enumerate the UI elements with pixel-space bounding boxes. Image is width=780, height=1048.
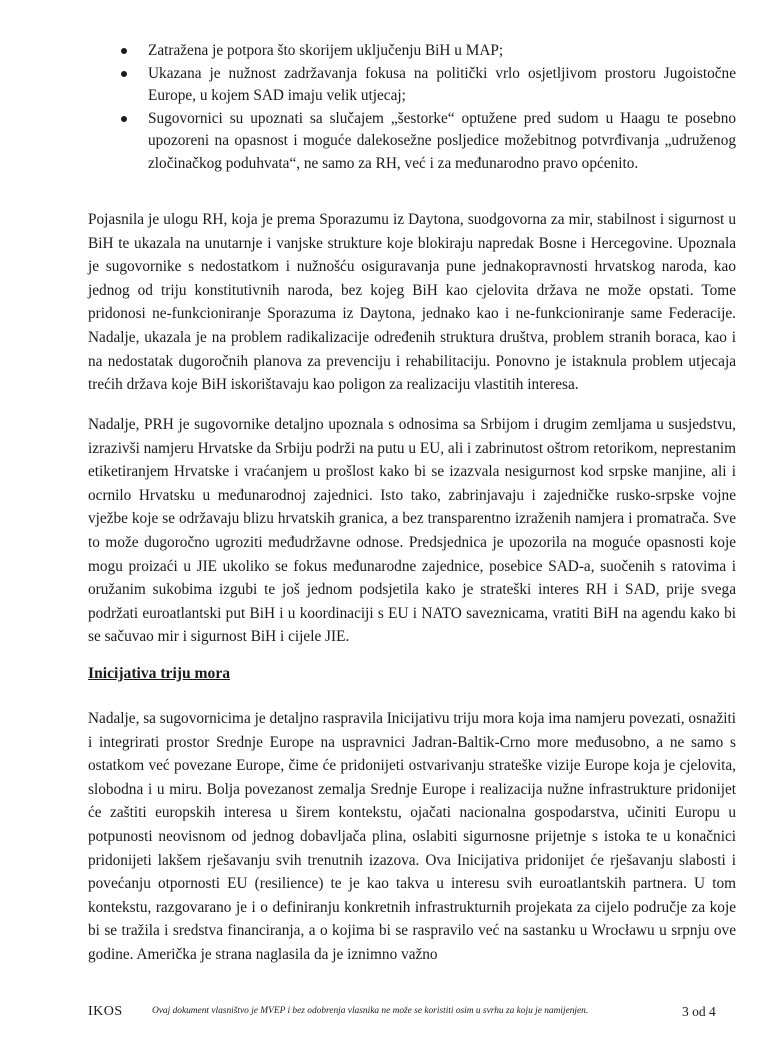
bullet-icon (121, 116, 127, 122)
section-heading: Inicijativa triju mora (88, 665, 231, 682)
bullet-text: Zatražena je potpora što skorijem uključenju BiH u MAP; (148, 42, 504, 59)
paragraph-three-seas: Nadalje, sa sugovornicima je detaljno raspravila Inicijativu triju mora koja ima namjeru povezati, osnažiti i integrirati prostor Srednje Europe na uspravnici Jadran-Baltik-Crno more međusobno, a ne samo s ostatkom već povezane Europe, čime će pridonijeti ostvarivanju strateške vizije Europe koja je cjelovita, slobodna i u miru. Bolja povezanost zemalja Srednje Europe i realizacija nužne infrastrukture pridonijet će zaštiti europskih interesa u širem kontekstu, ojačati nacionalna gospodarstva, učiniti Europu u potpunosti neovisnom od jednog dobavljača plina, oslabiti sigurnosne prijetnje s istoka te u konačnici pridonijeti lakšem rješavanju svih trenutnih izazova. Ova Inicijativa pridonijet će rješavanju slabosti i povećanju otpornosti EU (resilience) te je kao takva u interesu svih euroatlantskih partnera. U tom kontekstu, razgovarano je i o definiranju konkretnih infrastrukturnih projekata za cijelo područje za koje bi se tražila i sredstva financiranja, a o kojima bi se raspravilo već na sastanku u Wrocławu u srpnju ove godine. Američka je strana naglasila da je iznimno važno (88, 710, 736, 963)
bullet-list (118, 40, 736, 175)
bullet-text: Sugovornici su upoznati sa slučajem „šestorke“ optužene pred sudom u Haagu te posebno upozoreni na opasnost i moguće dalekosežne posljedice možebitnog potvrđivanja „udruženog zločinačkog poduhvata“, ne samo za RH, već i za međunarodno pravo općenito. (148, 109, 736, 172)
bullet-item (118, 40, 736, 63)
bullet-text: Ukazana je nužnost zadržavanja fokusa na politički vrlo osjetljivom prostoru Jugoistočne Europe, u kojem SAD imaju velik utjecaj; (148, 64, 736, 104)
page-footer (0, 1004, 780, 1028)
bullet-item (118, 63, 736, 108)
bullet-item (118, 108, 736, 176)
footer-disclaimer: Ovaj dokument vlasništvo je MVEP i bez odobrenja vlasnika ne može se koristiti osim u svrhu za koju je namijenjen. (152, 1006, 589, 1016)
footer-code: IKOS (88, 1004, 123, 1019)
paragraph-bih-role: Pojasnila je ulogu RH, koja je prema Sporazumu iz Daytona, suodgovorna za mir, stabilnost i sigurnost u BiH te ukazala na unutarnje i vanjske strukture koje blokiraju napredak Bosne i Hercegovine. Upoznala je sugovornike s nedostatkom i nužnošću osiguravanja pune jednakopravnosti hrvatskog naroda, kao jednog od triju konstitutivnih naroda, bez kojeg BiH kao cjelovita država ne može opstati. Tome pridonosi ne-funkcioniranje Sporazuma iz Daytona, jednako kao i ne-funkcioniranje same Federacije. Nadalje, ukazala je na problem radikalizacije određenih struktura društva, problem stranih boraca, kao i na nedostatak dugoročnih planova za prevenciju i rehabilitaciju. Ponovno je istaknula problem utjecaja trećih država koje BiH iskorištavaju kao poligon za realizaciju vlastitih interesa. (88, 211, 736, 394)
bullet-icon (121, 71, 127, 77)
page-number: 3 od 4 (682, 1004, 716, 1019)
paragraph-serbia-relations: Nadalje, PRH je sugovornike detaljno upoznala s odnosima sa Srbijom i drugim zemljama u susjedstvu, izrazivši namjeru Hrvatske da Srbiju podrži na putu u EU, ali i zabrinutost oštrom retorikom, neprestanim etiketiranjem Hrvatske i vraćanjem u prošlost kako bi se izazvala nesigurnost kod srpske manjine, ali i ocrnilo Hrvatsku u međunarodnoj zajednici. Isto tako, zabrinjavaju i zajedničke rusko-srpske vojne vježbe koje se održavaju blizu hrvatskih granica, a bez transparentno izraženih namjera i promatrača. Sve to može dugoročno ugroziti međudržavne odnose. Predsjednica je upozorila na moguće opasnosti koje mogu proizaći u JIE ukoliko se fokus međunarodne zajednice, posebice SAD-a, suočenih s ratovima i oružanim sukobima izgubi te još jednom podsjetila kako je strateški interes RH i SAD, prije svega podržati euroatlantski put BiH i u koordinaciji s EU i NATO saveznicama, vratiti BiH na agendu kako bi se sačuvao mir i sigurnost BiH i cijele JIE. (88, 416, 736, 646)
bullet-icon (121, 48, 127, 54)
